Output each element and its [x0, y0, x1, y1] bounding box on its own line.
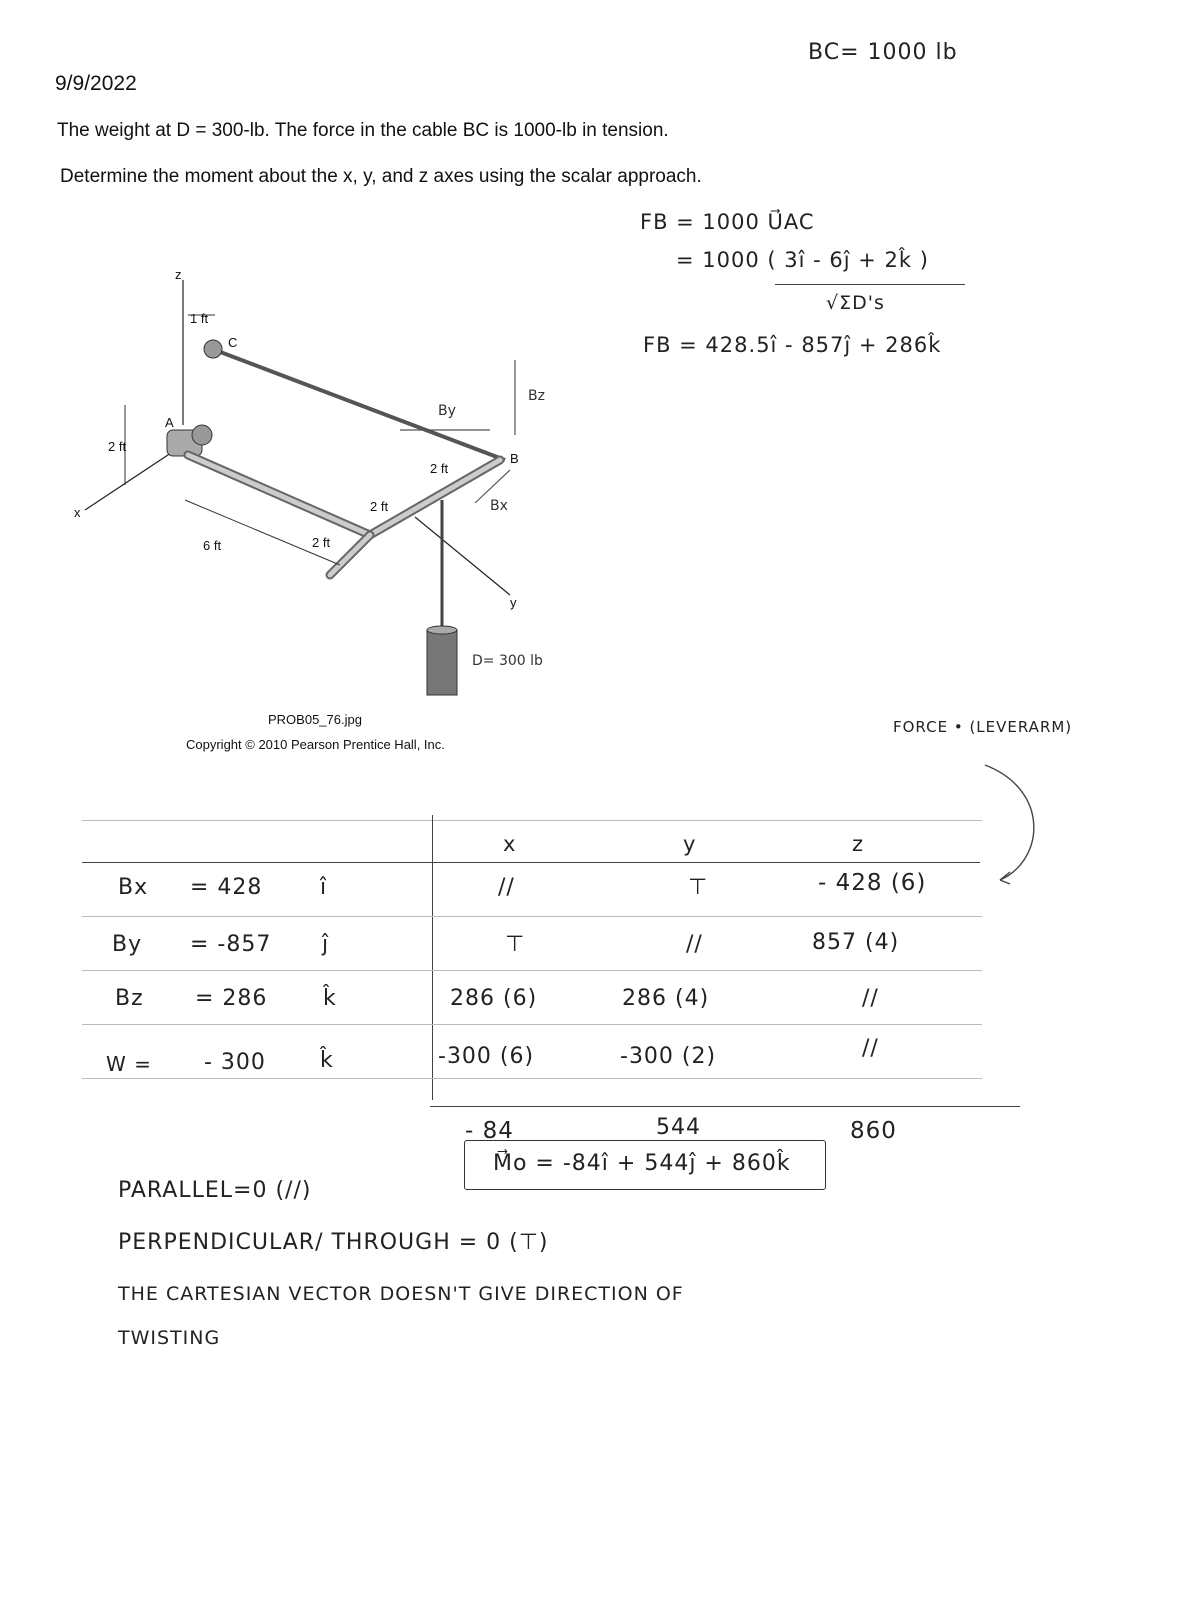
row-w-y: -300 (2): [620, 1044, 717, 1069]
total-y: 544: [656, 1115, 701, 1140]
note-cartesian-line-1: THE CARTESIAN VECTOR DOESN'T GIVE DIRECTION OF: [118, 1283, 684, 1305]
result-box: [464, 1140, 826, 1190]
total-z: 860: [850, 1118, 897, 1144]
fb-result: FB = 428.5î - 857ĵ + 286k̂: [643, 333, 942, 357]
weight-top: [427, 626, 457, 634]
row-bx-unit: î: [320, 875, 328, 900]
problem-line-2: Determine the moment about the x, y, and z axes using the scalar approach.: [60, 166, 702, 187]
label-b: B: [510, 451, 519, 466]
row-bx-value: = 428: [190, 875, 263, 900]
col-header-x: x: [503, 832, 517, 856]
label-bx: Bx: [490, 498, 508, 514]
force-leverarm-note: FORCE • (LEVERARM): [893, 718, 1073, 736]
label-c: C: [228, 335, 238, 350]
row-w-unit: k̂: [320, 1048, 334, 1073]
label-1ft: 1 ft: [190, 311, 209, 326]
bc-force-note: BC= 1000 lb: [808, 40, 958, 65]
row-bx-z: - 428 (6): [818, 870, 927, 896]
moment-result: M⃗o = -84î + 544ĵ + 860k̂: [493, 1151, 791, 1176]
row-bz-unit: k̂: [323, 986, 337, 1011]
fb-formula: FB = 1000 U⃗AC: [640, 210, 815, 234]
row-w-z: //: [862, 1036, 879, 1061]
fb-expansion: = 1000 ( 3î - 6ĵ + 2k̂ ): [676, 248, 929, 272]
label-6ft: 6 ft: [203, 538, 222, 553]
label-z: z: [175, 267, 182, 282]
row-w-value: - 300: [204, 1050, 266, 1075]
label-y: y: [510, 595, 517, 610]
row-by-name: By: [112, 932, 143, 957]
total-x: - 84: [465, 1118, 514, 1144]
row-bz-name: Bz: [115, 986, 144, 1011]
label-by: By: [438, 403, 456, 419]
note-perpendicular: PERPENDICULAR/ THROUGH = 0 (⊤): [118, 1230, 549, 1255]
row-by-unit: ĵ: [322, 932, 330, 957]
label-bz: Bz: [528, 388, 545, 404]
totals-rule: [430, 1106, 1020, 1107]
row-rule-3: [82, 1024, 982, 1025]
row-bx-name: Bx: [118, 875, 149, 900]
bearing-a: [192, 425, 212, 445]
row-bx-x: //: [498, 875, 515, 900]
row-rule-4: [82, 1078, 982, 1079]
y-axis: [415, 517, 510, 595]
row-w-x: -300 (6): [438, 1044, 535, 1069]
label-weight: D= 300 lb: [472, 653, 543, 669]
row-by-y: //: [686, 932, 703, 957]
curved-arrow-icon: [980, 760, 1050, 890]
row-bx-y: ⊤: [688, 875, 709, 900]
fraction-bar: [775, 284, 965, 285]
note-cartesian-line-2: TWISTING: [118, 1327, 221, 1349]
label-2ft-top: 2 ft: [430, 461, 449, 476]
label-2ft-bottom: 2 ft: [312, 535, 331, 550]
pipe-highlight: [188, 455, 370, 535]
cable-bc: [215, 350, 505, 460]
label-x: x: [74, 505, 81, 520]
row-bz-value: = 286: [195, 986, 268, 1011]
row-w-name: W =: [106, 1052, 152, 1076]
weight-d: [427, 630, 457, 695]
date-text: 9/9/2022: [55, 72, 137, 95]
row-bz-x: 286 (6): [450, 986, 538, 1011]
label-2ft-left: 2 ft: [108, 439, 127, 454]
label-2ft-mid: 2 ft: [370, 499, 389, 514]
pipe-branch-highlight: [330, 535, 370, 575]
support-c: [204, 340, 222, 358]
figure-caption-copyright: Copyright © 2010 Pearson Prentice Hall, Inc.: [186, 737, 445, 752]
row-by-x: ⊤: [505, 932, 526, 957]
problem-line-1: The weight at D = 300-lb. The force in the cable BC is 1000-lb in tension.: [57, 120, 669, 141]
table-divider: [432, 815, 433, 1100]
row-bz-y: 286 (4): [622, 986, 710, 1011]
row-rule-1: [82, 916, 982, 917]
x-axis: [85, 445, 183, 510]
note-parallel: PARALLEL=0 (//): [118, 1178, 312, 1203]
table-header-rule: [82, 862, 980, 863]
table-top-border: [82, 820, 982, 821]
col-header-z: z: [852, 832, 865, 856]
row-bz-z: //: [862, 986, 879, 1011]
problem-figure: [70, 255, 590, 715]
row-by-value: = -857: [190, 932, 272, 957]
row-rule-2: [82, 970, 982, 971]
fb-denominator: √ΣD's: [826, 292, 885, 314]
label-a: A: [165, 415, 174, 430]
col-header-y: y: [683, 832, 697, 856]
row-by-z: 857 (4): [812, 930, 900, 955]
figure-caption-file: PROB05_76.jpg: [268, 712, 362, 727]
